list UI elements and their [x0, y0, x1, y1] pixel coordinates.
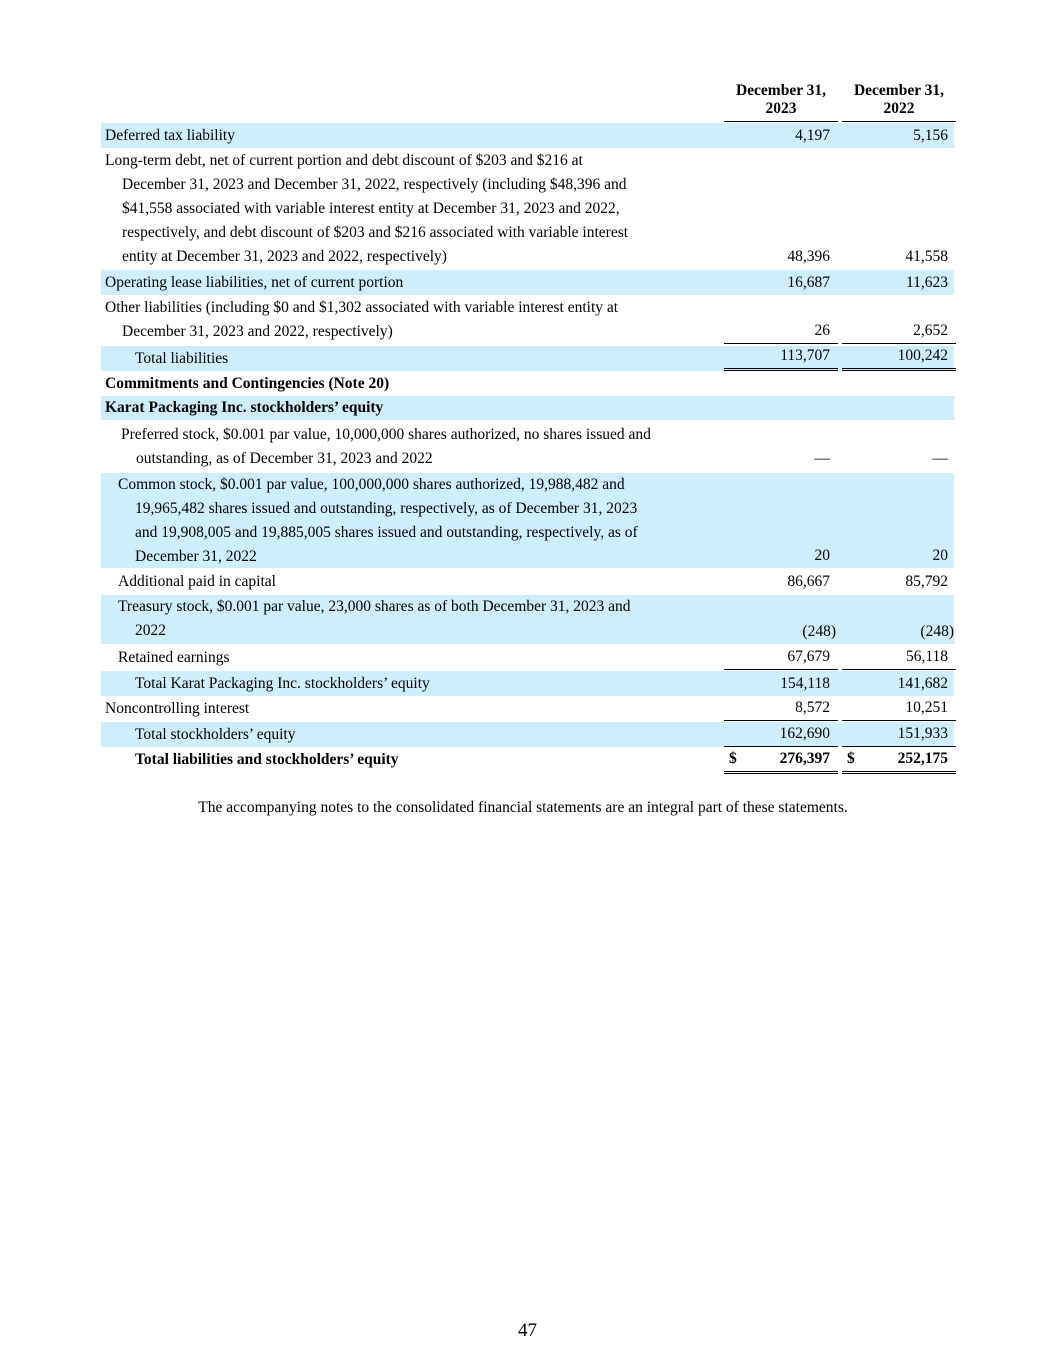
- currency-symbol: $: [847, 750, 855, 767]
- value-2023: 67,679: [724, 669, 838, 670]
- row-common-stock: Common stock, $0.001 par value, 100,000,000 shares authorized, 19,988,482 and 19,965,482 shares issued and outstanding, respectively, as of December 31, 2023 and 19,908,005 and 19,885,005 shares issued and outstanding, respectively, as of December 31, 2022 20 20: [101, 473, 954, 568]
- row-total-stockholders-equity: Total stockholders’ equity 162,690 151,933: [101, 722, 954, 747]
- value-2023: 26: [724, 343, 838, 344]
- row-commitments-heading: Commitments and Contingencies (Note 20): [105, 375, 390, 392]
- row-treasury-stock: Treasury stock, $0.001 par value, 23,000 shares as of both December 31, 2023 and 2022 (248) (248): [101, 595, 954, 644]
- value-2022: 100,242: [842, 368, 956, 371]
- value-2023: $ 276,397: [724, 771, 838, 774]
- row-additional-paid-in-capital: Additional paid in capital 86,667 85,792: [118, 573, 948, 590]
- row-noncontrolling-interest: Noncontrolling interest 8,572 10,251: [101, 697, 954, 721]
- footnote: The accompanying notes to the consolidated financial statements are an integral part of these statements.: [198, 799, 848, 816]
- row-retained-earnings: Retained earnings 67,679 56,118: [101, 645, 954, 670]
- value-2022: 151,933: [842, 746, 956, 747]
- value-2022: 56,118: [842, 669, 956, 670]
- row-stockholders-equity-heading: Karat Packaging Inc. stockholders’ equity: [101, 396, 954, 420]
- row-total-liabilities: Total liabilities 113,707 100,242: [101, 346, 954, 371]
- column-header-december-2023: December 31, 2023: [724, 82, 838, 122]
- row-total-karat-stockholders-equity: Total Karat Packaging Inc. stockholders’ equity 154,118 141,682: [101, 671, 954, 696]
- value-2022: 10,251: [842, 720, 956, 721]
- row-other-liabilities: Other liabilities (including $0 and $1,302 associated with variable interest entity at December 31, 2023 and 2022, respectively) 26 2,652: [101, 296, 954, 344]
- row-long-term-debt: Long-term debt, net of current portion and debt discount of $203 and $216 at December 31, 2023 and December 31, 2022, respectively (including $48,396 and $41,558 associated with variable interest entity at December 31, 2023 and 2022, respectively, and debt discount of $203 and $216 associated with variable interest entity at December 31, 2023 and 2022, respectively) 48,396 41,558: [105, 152, 948, 265]
- row-deferred-tax-liability: Deferred tax liability 4,197 5,156: [101, 123, 954, 148]
- page-number: 47: [518, 1320, 537, 1341]
- row-preferred-stock: Preferred stock, $0.001 par value, 10,000,000 shares authorized, no shares issued and outstanding, as of December 31, 2023 and 2022 — —: [121, 426, 948, 467]
- value-2022: 2,652: [842, 343, 956, 344]
- row-total-liabilities-and-equity: Total liabilities and stockholders’ equity $ 276,397 $ 252,175: [101, 748, 954, 774]
- column-header-december-2022: December 31, 2022: [842, 82, 956, 122]
- currency-symbol: $: [729, 750, 737, 767]
- value-2023: 162,690: [724, 746, 838, 747]
- value-2023: 8,572: [724, 720, 838, 721]
- row-operating-lease-liabilities: Operating lease liabilities, net of current portion 16,687 11,623: [101, 270, 954, 295]
- value-2023: 113,707: [724, 368, 838, 371]
- value-2022: $ 252,175: [842, 771, 956, 774]
